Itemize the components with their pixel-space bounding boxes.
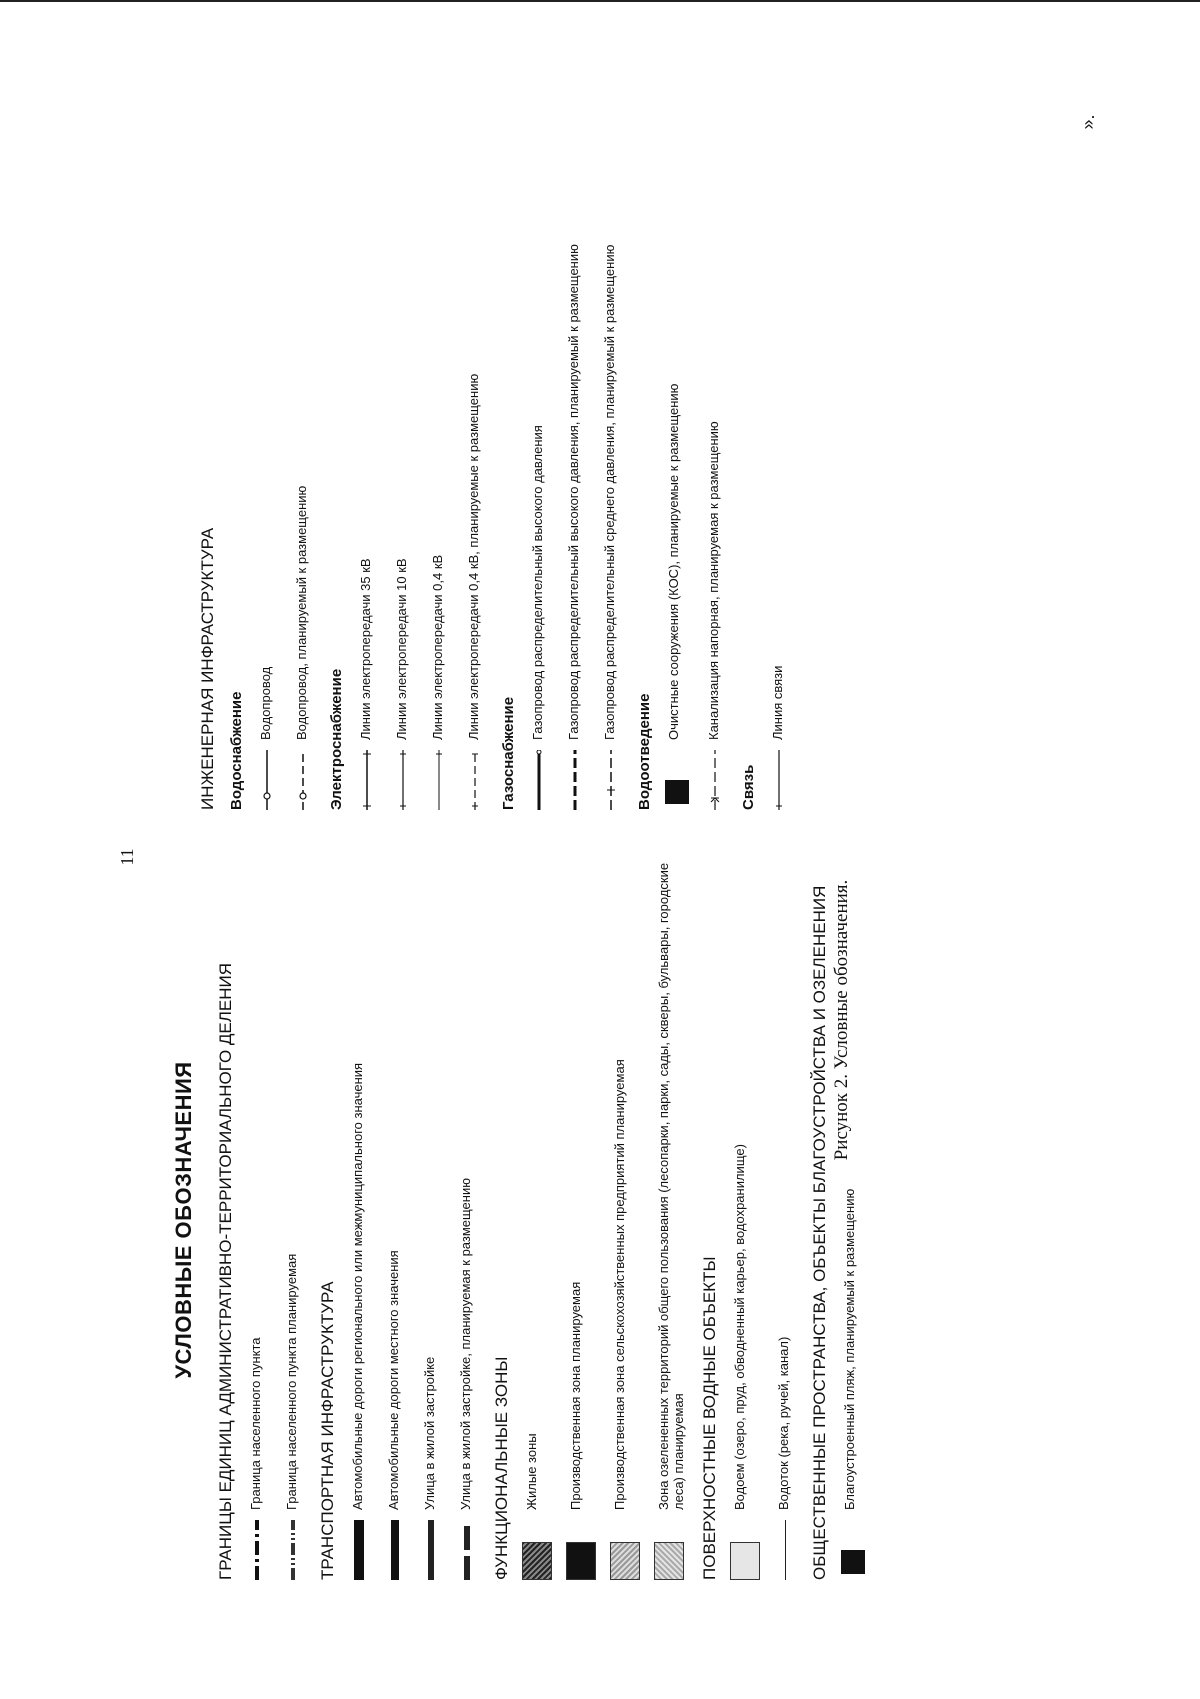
legend-item — [464, 110, 486, 810]
legend-item-label: Улица в жилой застройке — [422, 1356, 437, 1510]
comm-line-symbol — [768, 740, 790, 810]
legend-item — [610, 860, 640, 1580]
figure-caption: Рисунок 2. Условные обозначения. — [831, 879, 852, 1161]
legend-item-label: Газопровод распределительный высокого давления, планируемый к размещению — [566, 244, 581, 740]
legend-item-label: Производственная зона планируемая — [568, 1281, 583, 1510]
legend-item — [768, 110, 790, 810]
regional-road-symbol — [354, 1520, 364, 1580]
legend-item — [654, 860, 686, 1580]
planned-gas-medium-pressure-symbol — [600, 740, 622, 810]
sewer-subheader: Водоотведение — [636, 693, 653, 810]
section-public-header: ОБЩЕСТВЕННЫЕ ПРОСТРАНСТВА, ОБЪЕКТЫ БЛАГОУСТРОЙСТВА И ОЗЕЛЕНЕНИЯ — [810, 885, 829, 1580]
section-transport-header: ТРАНСПОРТНАЯ ИНФРАСТРУКТУРА — [318, 1281, 337, 1580]
legend-item-label: Жилые зоны — [524, 1433, 539, 1510]
legend-item — [566, 860, 596, 1580]
legend-item — [774, 860, 796, 1580]
water-supply-subheader: Водоснабжение — [228, 691, 245, 810]
gas-high-pressure-symbol — [528, 740, 550, 810]
legend-item — [704, 110, 726, 810]
legend-item-label: Линии электропередачи 0,4 кВ — [430, 554, 445, 740]
legend-item — [664, 110, 690, 810]
legend-item-label: Водоем (озеро, пруд, обводненный карьер, водохранилище) — [732, 1144, 747, 1510]
section-engineering-header: ИНЖЕНЕРНАЯ ИНФРАСТРУКТУРА — [198, 527, 217, 810]
legend-item — [564, 110, 586, 810]
legend-item-label: Канализация напорная, планируемая к размещению — [706, 421, 721, 740]
legend-item-label: Водопровод — [258, 666, 273, 740]
power-line-04kv-symbol — [428, 740, 450, 810]
legend-item-label: Линия связи — [770, 665, 785, 740]
scan-mark: ». — [1078, 114, 1098, 130]
legend-item-label: Граница населенного пункта планируемая — [284, 1253, 299, 1510]
legend-item — [292, 110, 314, 810]
section-zones-header: ФУНКЦИОНАЛЬНЫЕ ЗОНЫ — [492, 1356, 511, 1580]
legend-item-label: Газопровод распределительный среднего давления, планируемый к размещению — [602, 244, 617, 740]
legend-item — [428, 110, 450, 810]
legend-item — [392, 110, 414, 810]
legend-item-label: Автомобильные дороги местного значения — [386, 1250, 401, 1510]
legend-item-label: Линии электропередачи 35 кВ — [358, 558, 373, 740]
page-number: 11 — [117, 848, 137, 866]
waterbody-swatch — [730, 1542, 760, 1580]
planned-boundary-symbol — [282, 1510, 304, 1580]
legend-item — [246, 860, 268, 1580]
legend-item — [730, 860, 760, 1580]
legend-item — [420, 860, 442, 1580]
legend-item — [356, 110, 378, 810]
residential-zone-swatch — [522, 1542, 552, 1580]
section-boundaries-header: ГРАНИЦЫ ЕДИНИЦ АДМИНИСТРАТИВНО-ТЕРРИТОРИАЛЬНОГО ДЕЛЕНИЯ — [216, 962, 235, 1580]
legend-item — [384, 860, 406, 1580]
residential-street-symbol — [428, 1520, 434, 1580]
power-line-35kv-symbol — [356, 740, 378, 810]
pressure-sewer-symbol — [704, 740, 726, 810]
legend-item-label: Линии электропередачи 10 кВ — [394, 558, 409, 740]
planned-gas-high-pressure-symbol — [564, 740, 586, 810]
legend-panel — [170, 100, 870, 1580]
beach-symbol — [841, 1550, 865, 1574]
power-line-10kv-symbol — [392, 740, 414, 810]
legend-item — [256, 110, 278, 810]
legend-item-label: Автомобильные дороги регионального или межмуниципального значения — [350, 1062, 365, 1510]
production-zone-swatch — [566, 1542, 596, 1580]
legend-item — [522, 860, 552, 1580]
legend-item — [456, 860, 478, 1580]
water-pipe-symbol — [256, 740, 278, 810]
legend-item-label: Граница населенного пункта — [248, 1337, 263, 1510]
legend-item-label: Зона озелененных территорий общего пользования (лесопарки, парки, сады, скверы, бульвары, городские леса) планируемая — [656, 862, 686, 1510]
page-top-edge — [0, 0, 1200, 2]
planned-water-pipe-symbol — [292, 740, 314, 810]
watercourse-symbol — [785, 1520, 786, 1580]
legend-item-label: Водопровод, планируемый к размещению — [294, 485, 309, 740]
planned-street-symbol — [456, 1510, 478, 1580]
legend-item — [600, 110, 622, 810]
section-water-header: ПОВЕРХНОСТНЫЕ ВОДНЫЕ ОБЪЕКТЫ — [700, 1256, 719, 1580]
local-road-symbol — [391, 1520, 399, 1580]
legend-item — [528, 110, 550, 810]
gas-subheader: Газоснабжение — [500, 696, 517, 810]
legend-left-column — [210, 860, 880, 1580]
green-zone-swatch — [654, 1542, 684, 1580]
legend-item-label: Очистные сооружения (КОС), планируемые к размещению — [666, 383, 681, 740]
legend-right-column — [192, 110, 804, 810]
comm-subheader: Связь — [740, 764, 757, 810]
legend-item-label: Благоустроенный пляж, планируемый к размещению — [842, 1188, 857, 1510]
legend-item — [348, 860, 370, 1580]
legend-item-label: Производственная зона сельскохозяйственных предприятий планируемая — [612, 1059, 627, 1510]
legend-item-label: Улица в жилой застройке, планируемая к размещению — [458, 1178, 473, 1510]
legend-item-label: Водоток (река, ручей, канал) — [776, 1336, 791, 1510]
planned-power-line-symbol — [464, 740, 486, 810]
agro-zone-swatch — [610, 1542, 640, 1580]
settlement-boundary-symbol — [246, 1510, 268, 1580]
legend-item-label: Линии электропередачи 0,4 кВ, планируемые к размещению — [466, 373, 481, 740]
legend-item-label: Газопровод распределительный высокого давления — [530, 425, 545, 740]
legend-title: УСЛОВНЫЕ ОБОЗНАЧЕНИЯ — [171, 1061, 196, 1379]
treatment-plant-symbol — [665, 780, 689, 804]
power-subheader: Электроснабжение — [328, 668, 345, 810]
legend-item — [282, 860, 304, 1580]
